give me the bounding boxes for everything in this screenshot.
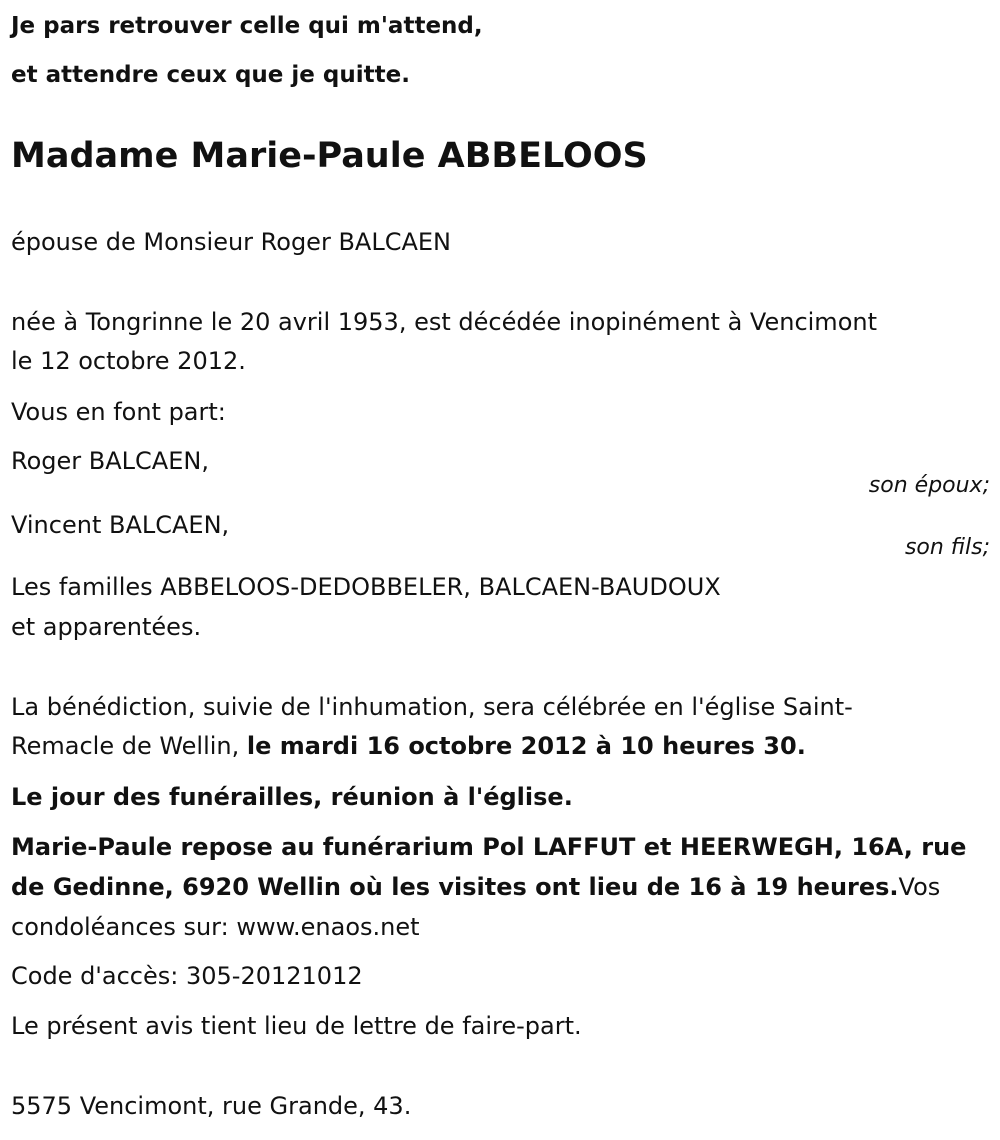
birth-death-line-1: née à Tongrinne le 20 avril 1953, est décédée inopinément à Vencimont xyxy=(11,308,877,336)
announcer-name-2: Vincent BALCAEN, xyxy=(11,511,230,539)
families-line-2: et apparentées. xyxy=(11,613,202,641)
birth-death-line-2: le 12 octobre 2012. xyxy=(11,347,246,375)
condolences-line: condoléances sur: www.enaos.net xyxy=(11,913,420,941)
spouse-line: épouse de Monsieur Roger BALCAEN xyxy=(11,228,451,256)
funeral-home-line-1: Marie-Paule repose au funérarium Pol LAFFUT et HEERWEGH, 16A, rue xyxy=(11,833,967,861)
poem-line-1: Je pars retrouver celle qui m'attend, xyxy=(11,13,483,39)
visiting-hours: de Gedinne, 6920 Wellin où les visites ont lieu de 16 à 19 heures. xyxy=(11,873,899,901)
ceremony-location: Remacle de Wellin, xyxy=(11,732,247,760)
address-line: 5575 Vencimont, rue Grande, 43. xyxy=(11,1092,412,1120)
announcer-relation-2: son fils; xyxy=(904,535,990,560)
announcer-relation-1: son époux; xyxy=(868,473,990,498)
announcer-name-1: Roger BALCAEN, xyxy=(11,447,209,475)
ceremony-line-1: La bénédiction, suivie de l'inhumation, sera célébrée en l'église Saint- xyxy=(11,693,853,721)
deceased-name: Madame Marie-Paule ABBELOOS xyxy=(11,136,648,176)
families-line-1: Les familles ABBELOOS-DEDOBBELER, BALCAEN-BAUDOUX xyxy=(11,573,721,601)
access-code: Code d'accès: 305-20121012 xyxy=(11,962,363,990)
poem-line-2: et attendre ceux que je quitte. xyxy=(11,62,410,88)
ceremony-line-2 xyxy=(11,726,806,766)
gathering-line: Le jour des funérailles, réunion à l'église. xyxy=(11,783,573,811)
ceremony-date: le mardi 16 octobre 2012 à 10 heures 30. xyxy=(246,732,806,760)
announcers-intro: Vous en font part: xyxy=(11,398,226,426)
condolences-start: Vos xyxy=(898,873,941,901)
funeral-home-line-2 xyxy=(11,867,940,907)
notice-line: Le présent avis tient lieu de lettre de faire-part. xyxy=(11,1012,582,1040)
